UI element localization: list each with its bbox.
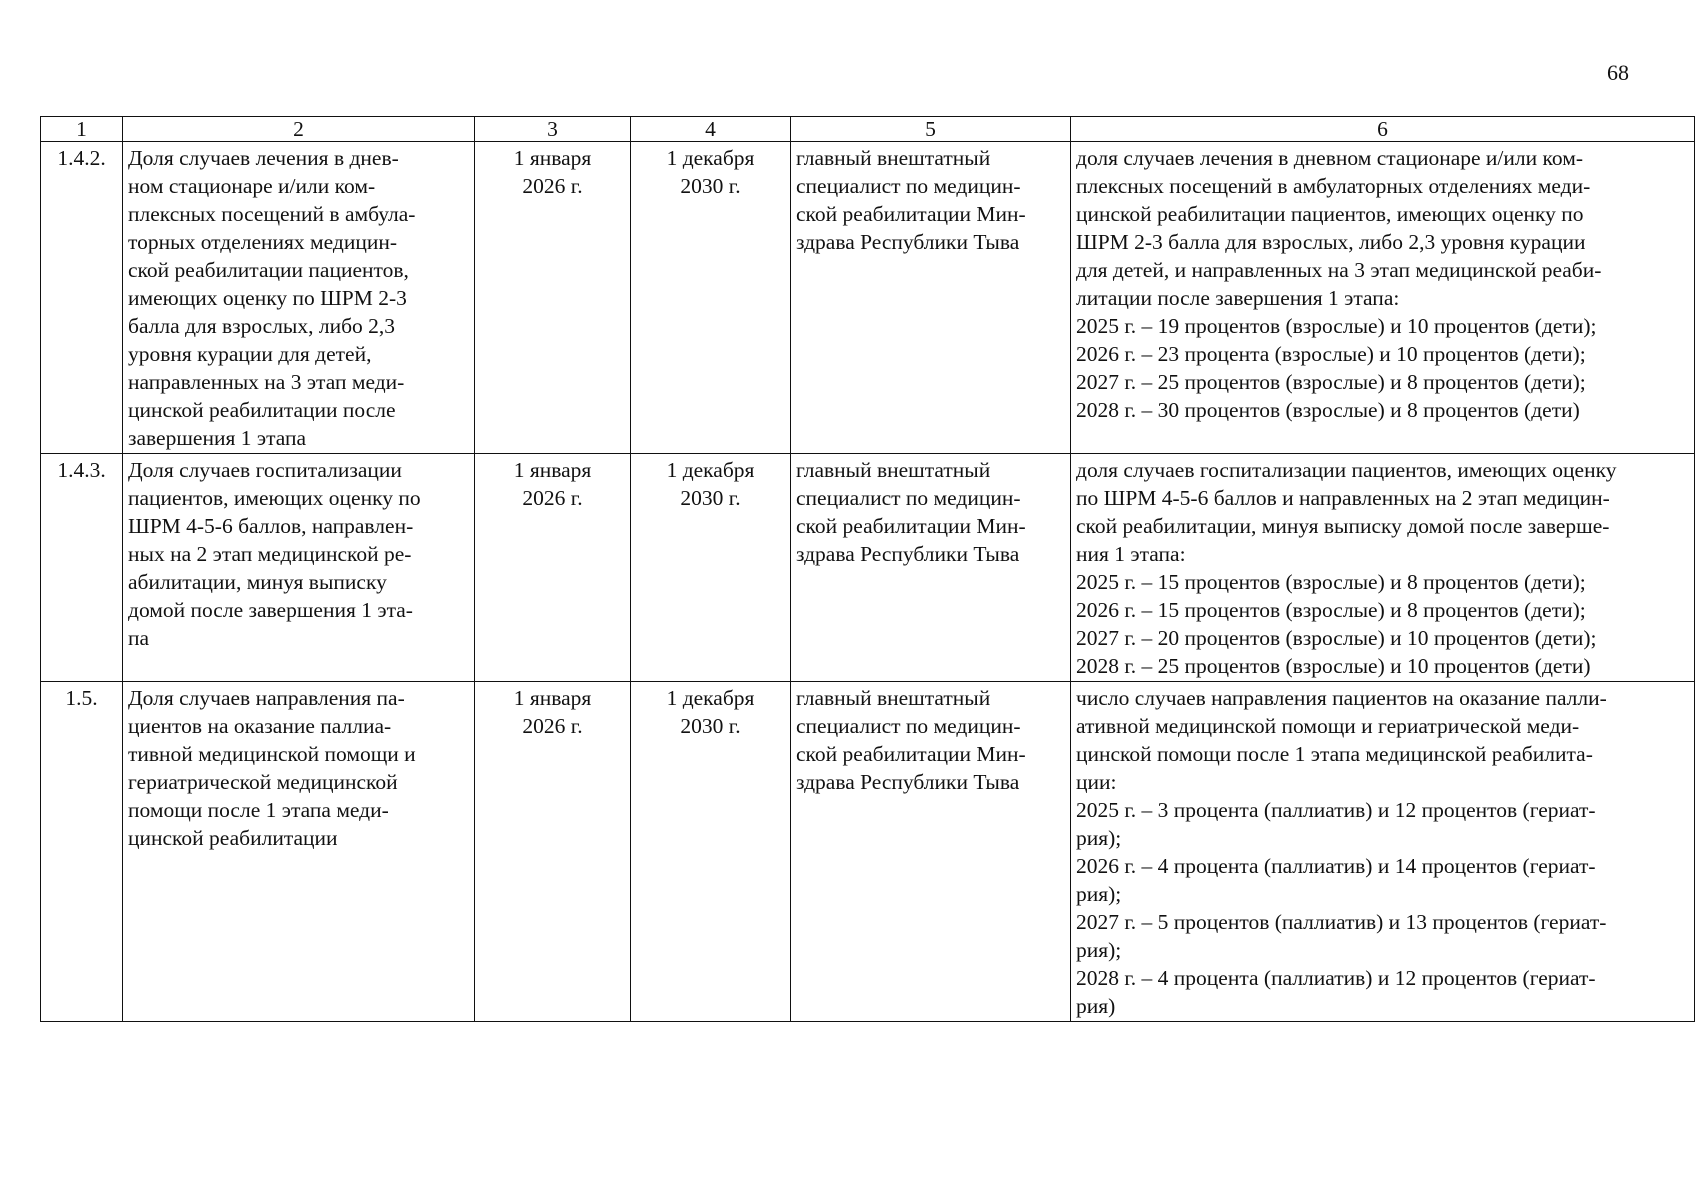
header-col-2: 2 — [123, 117, 475, 142]
responsible-person: главный внештатный специалист по медицин- ской реабилитации Мин- здрава Республики Тыва — [791, 454, 1071, 682]
result-intro: число случаев направления пациентов на оказание палли- ативной медицинской помощи и гериатрической меди- цинской помощи после 1 этапа медицинской реабилита- ции: — [1076, 686, 1607, 794]
expected-result — [1071, 682, 1695, 1022]
page-number: 68 — [1607, 60, 1629, 85]
result-year-line: 2025 г. – 15 процентов (взрослые) и 8 процентов (дети); — [1076, 570, 1586, 594]
result-year-line: 2028 г. – 30 процентов (взрослые) и 8 процентов (дети) — [1076, 398, 1580, 422]
row-number: 1.5. — [41, 682, 123, 1022]
responsible-person: главный внештатный специалист по медицин- ской реабилитации Мин- здрава Республики Тыва — [791, 142, 1071, 454]
start-date: 1 января 2026 г. — [475, 682, 631, 1022]
result-year-line: 2026 г. – 23 процента (взрослые) и 10 процентов (дети); — [1076, 342, 1586, 366]
indicator-text: Доля случаев направления па- циентов на оказание паллиа- тивной медицинской помощи и гериатрической медицинской помощи после 1 этапа меди- цинской реабилитации — [123, 682, 475, 1022]
row-number: 1.4.3. — [41, 454, 123, 682]
result-year-line: 2027 г. – 25 процентов (взрослые) и 8 процентов (дети); — [1076, 370, 1586, 394]
header-col-5: 5 — [791, 117, 1071, 142]
table-row — [41, 142, 1695, 454]
table-row — [41, 454, 1695, 682]
header-col-6: 6 — [1071, 117, 1695, 142]
end-date: 1 декабря 2030 г. — [631, 142, 791, 454]
result-intro: доля случаев госпитализации пациентов, имеющих оценку по ШРМ 4-5-6 баллов и направленных на 2 этап медицин- ской реабилитации, минуя выписку домой после заверше- ния 1 этапа: — [1076, 458, 1617, 566]
result-year-line: 2028 г. – 25 процентов (взрослые) и 10 процентов (дети) — [1076, 654, 1591, 678]
row-number: 1.4.2. — [41, 142, 123, 454]
header-col-3: 3 — [475, 117, 631, 142]
indicator-text: Доля случаев госпитализации пациентов, имеющих оценку по ШРМ 4-5-6 баллов, направлен- ных на 2 этап медицинской ре- абилитации, минуя выписку домой после завершения 1 эта- па — [123, 454, 475, 682]
result-year-line: 2026 г. – 4 процента (паллиатив) и 14 процентов (гериат- рия); — [1076, 854, 1596, 906]
start-date: 1 января 2026 г. — [475, 142, 631, 454]
result-year-line: 2027 г. – 5 процентов (паллиатив) и 13 процентов (гериат- рия); — [1076, 910, 1607, 962]
header-col-4: 4 — [631, 117, 791, 142]
result-year-line: 2027 г. – 20 процентов (взрослые) и 10 процентов (дети); — [1076, 626, 1597, 650]
measures-table — [40, 116, 1695, 1022]
end-date: 1 декабря 2030 г. — [631, 454, 791, 682]
table-row — [41, 682, 1695, 1022]
result-year-line: 2025 г. – 3 процента (паллиатив) и 12 процентов (гериат- рия); — [1076, 798, 1596, 850]
indicator-text: Доля случаев лечения в днев- ном стационаре и/или ком- плексных посещений в амбула- торных отделениях медицин- ской реабилитации пациентов, имеющих оценку по ШРМ 2-3 балла для взрослых, либо 2,3 уровня курации для детей, направленных на 3 этап меди- цинской реабилитации после завершения 1 этапа — [123, 142, 475, 454]
result-year-line: 2026 г. – 15 процентов (взрослые) и 8 процентов (дети); — [1076, 598, 1586, 622]
responsible-person: главный внештатный специалист по медицин- ской реабилитации Мин- здрава Республики Тыва — [791, 682, 1071, 1022]
header-row — [41, 117, 1695, 142]
end-date: 1 декабря 2030 г. — [631, 682, 791, 1022]
result-year-line: 2028 г. – 4 процента (паллиатив) и 12 процентов (гериат- рия) — [1076, 966, 1596, 1018]
expected-result — [1071, 142, 1695, 454]
result-year-line: 2025 г. – 19 процентов (взрослые) и 10 процентов (дети); — [1076, 314, 1597, 338]
header-col-1: 1 — [41, 117, 123, 142]
expected-result — [1071, 454, 1695, 682]
start-date: 1 января 2026 г. — [475, 454, 631, 682]
result-intro: доля случаев лечения в дневном стационаре и/или ком- плексных посещений в амбулаторных отделениях меди- цинской реабилитации пациентов, имеющих оценку по ШРМ 2-3 балла для взрослых, либо 2,3 уровня курации для детей, и направленных на 3 этап медицинской реаби- литации после завершения 1 этапа: — [1076, 146, 1602, 310]
